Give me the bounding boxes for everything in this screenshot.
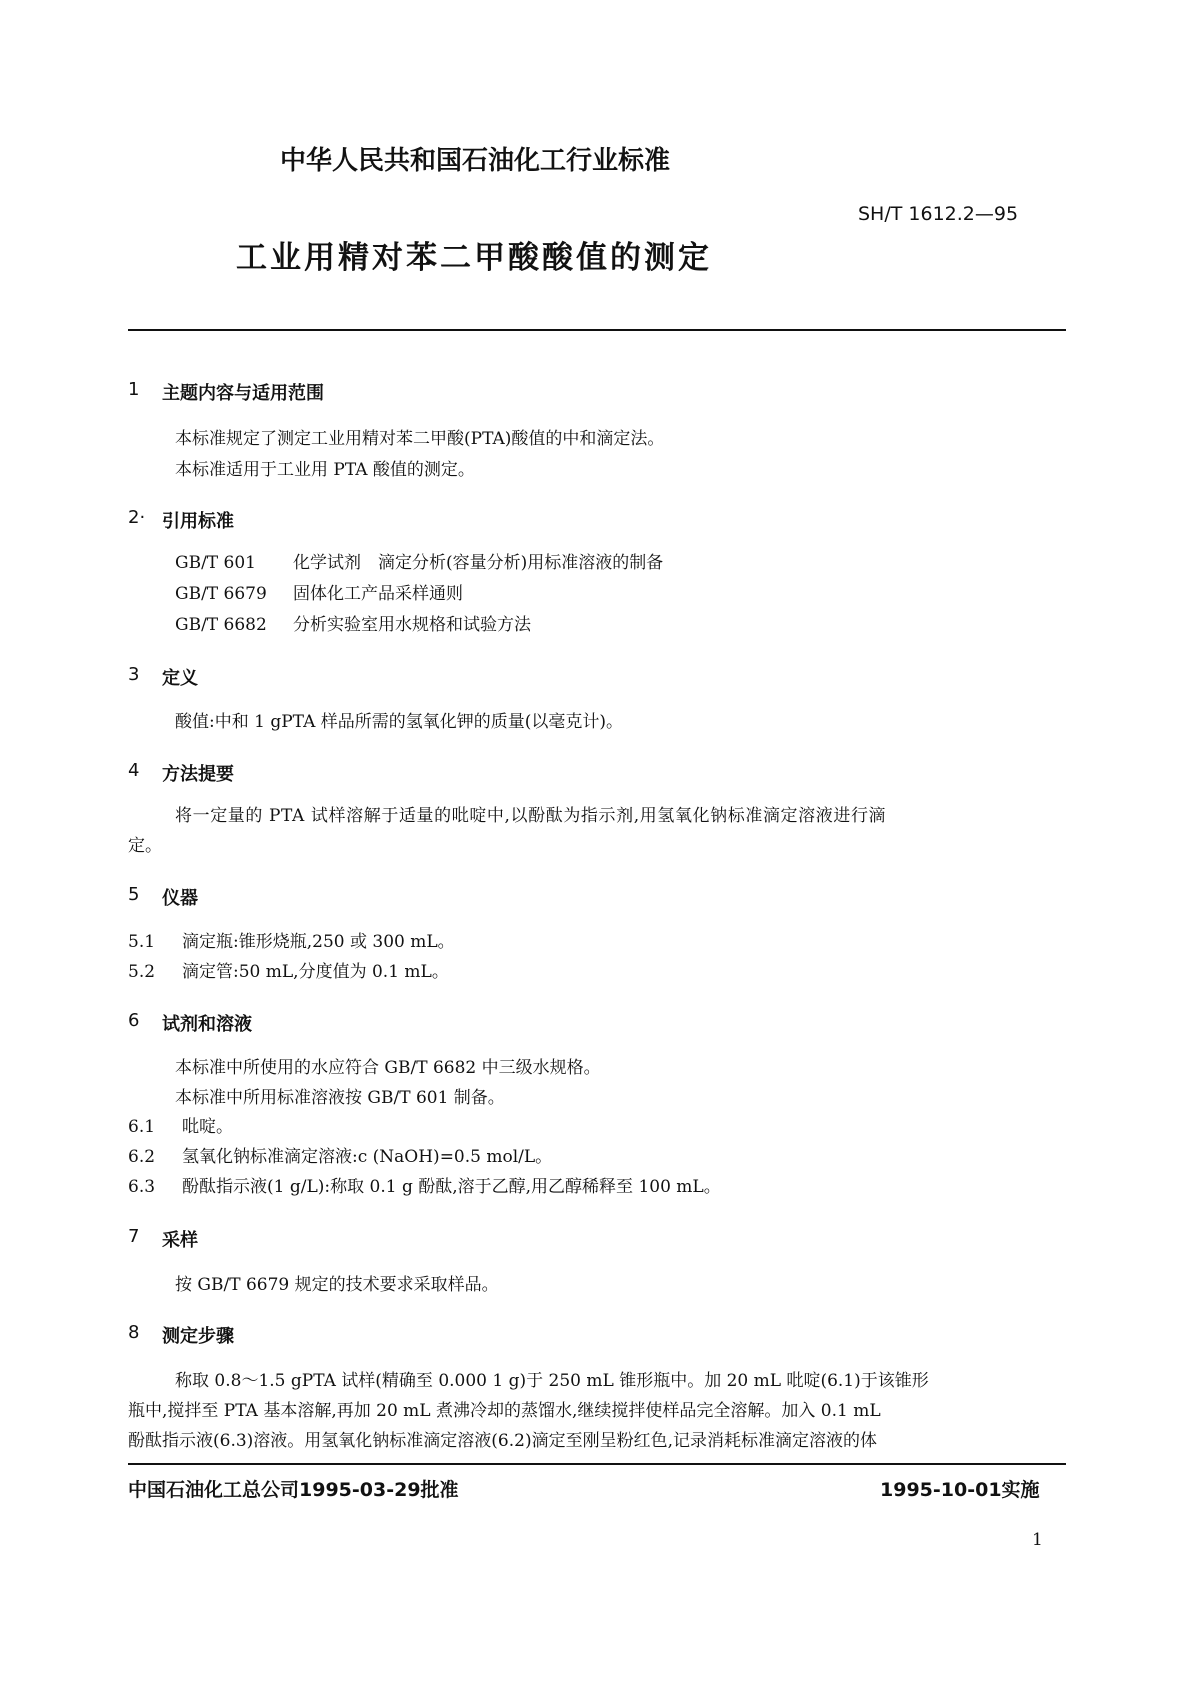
section-8-paragraph-continued: 瓶中,搅拌至 PTA 基本溶解,再加 20 mL 煮沸冷却的蒸馏水,继续搅拌使样品完全溶解。加入 0.1 mL [128,1401,881,1421]
section-6-title: 试剂和溶液 [162,1014,252,1035]
section-8-number: 8 [128,1322,140,1343]
reference-item [175,584,463,604]
section-4-paragraph-continued: 定。 [128,836,162,856]
subclause-text: 滴定瓶:锥形烧瓶,250 或 300 mL。 [182,932,455,952]
subclause-item [128,1117,233,1137]
approval-line: 中国石油化工总公司1995-03-29批准 [128,1479,459,1501]
section-3-title: 定义 [162,668,198,689]
reference-title: 化学试剂 滴定分析(容量分析)用标准溶液的制备 [293,553,664,573]
subclause-text: 滴定管:50 mL,分度值为 0.1 mL。 [182,962,449,982]
subclause-number: 5.1 [128,932,156,952]
section-4-paragraph: 将一定量的 PTA 试样溶解于适量的吡啶中,以酚酞为指示剂,用氢氧化钠标准滴定溶液进行滴 [175,806,887,826]
section-7-title: 采样 [162,1230,198,1251]
reference-title: 固体化工产品采样通则 [293,584,463,604]
subclause-item [128,932,455,952]
header-rule [128,329,1066,331]
subclause-text: 吡啶。 [182,1117,233,1137]
section-7-paragraph: 按 GB/T 6679 规定的技术要求采取样品。 [175,1275,499,1295]
reference-code: GB/T 6682 [175,615,267,635]
reference-title: 分析实验室用水规格和试验方法 [293,615,531,635]
reference-item [175,553,663,573]
section-1-paragraph: 本标准适用于工业用 PTA 酸值的测定。 [175,460,475,480]
section-3-number: 3 [128,664,140,685]
subclause-item [128,1177,721,1197]
section-1-number: 1 [128,379,140,400]
page-number: 1 [1032,1530,1043,1550]
subclause-text: 氢氧化钠标准滴定溶液:c (NaOH)=0.5 mol/L。 [182,1147,553,1167]
section-6-number: 6 [128,1010,140,1031]
section-4-number: 4 [128,760,140,781]
section-8-title: 测定步骤 [162,1326,234,1347]
effective-date: 1995-10-01实施 [880,1479,1040,1501]
reference-item [175,615,531,635]
subclause-number: 6.2 [128,1147,156,1167]
section-1-title: 主题内容与适用范围 [162,383,324,404]
reference-code: GB/T 6679 [175,584,267,604]
section-2-title: 引用标准 [162,511,234,532]
section-3-paragraph: 酸值:中和 1 gPTA 样品所需的氢氧化钾的质量(以毫克计)。 [175,712,624,732]
section-7-number: 7 [128,1226,140,1247]
section-2-number: 2· [128,507,146,528]
section-8-paragraph-continued: 酚酞指示液(6.3)溶液。用氢氧化钠标准滴定溶液(6.2)滴定至刚呈粉红色,记录消耗标准滴定溶液的体 [128,1431,878,1451]
document-title: 工业用精对苯二甲酸酸值的测定 [236,240,712,276]
footer-rule [128,1463,1066,1465]
standard-code: SH/T 1612.2—95 [858,203,1019,225]
section-4-title: 方法提要 [162,764,234,785]
subclause-item [128,1147,552,1167]
section-8-paragraph: 称取 0.8～1.5 gPTA 试样(精确至 0.000 1 g)于 250 mL 锥形瓶中。加 20 mL 吡啶(6.1)于该锥形 [175,1371,929,1391]
section-5-title: 仪器 [162,888,198,909]
subclause-number: 5.2 [128,962,156,982]
org-title: 中华人民共和国石油化工行业标准 [280,146,671,176]
section-5-number: 5 [128,884,140,905]
subclause-item [128,962,449,982]
reference-code: GB/T 601 [175,553,256,573]
section-6-paragraph: 本标准中所使用的水应符合 GB/T 6682 中三级水规格。 [175,1058,601,1078]
section-1-paragraph: 本标准规定了测定工业用精对苯二甲酸(PTA)酸值的中和滴定法。 [175,429,665,449]
section-6-paragraph: 本标准中所用标准溶液按 GB/T 601 制备。 [175,1088,505,1108]
subclause-text: 酚酞指示液(1 g/L):称取 0.1 g 酚酞,溶于乙醇,用乙醇稀释至 100 mL。 [182,1177,721,1197]
subclause-number: 6.3 [128,1177,156,1197]
subclause-number: 6.1 [128,1117,156,1137]
